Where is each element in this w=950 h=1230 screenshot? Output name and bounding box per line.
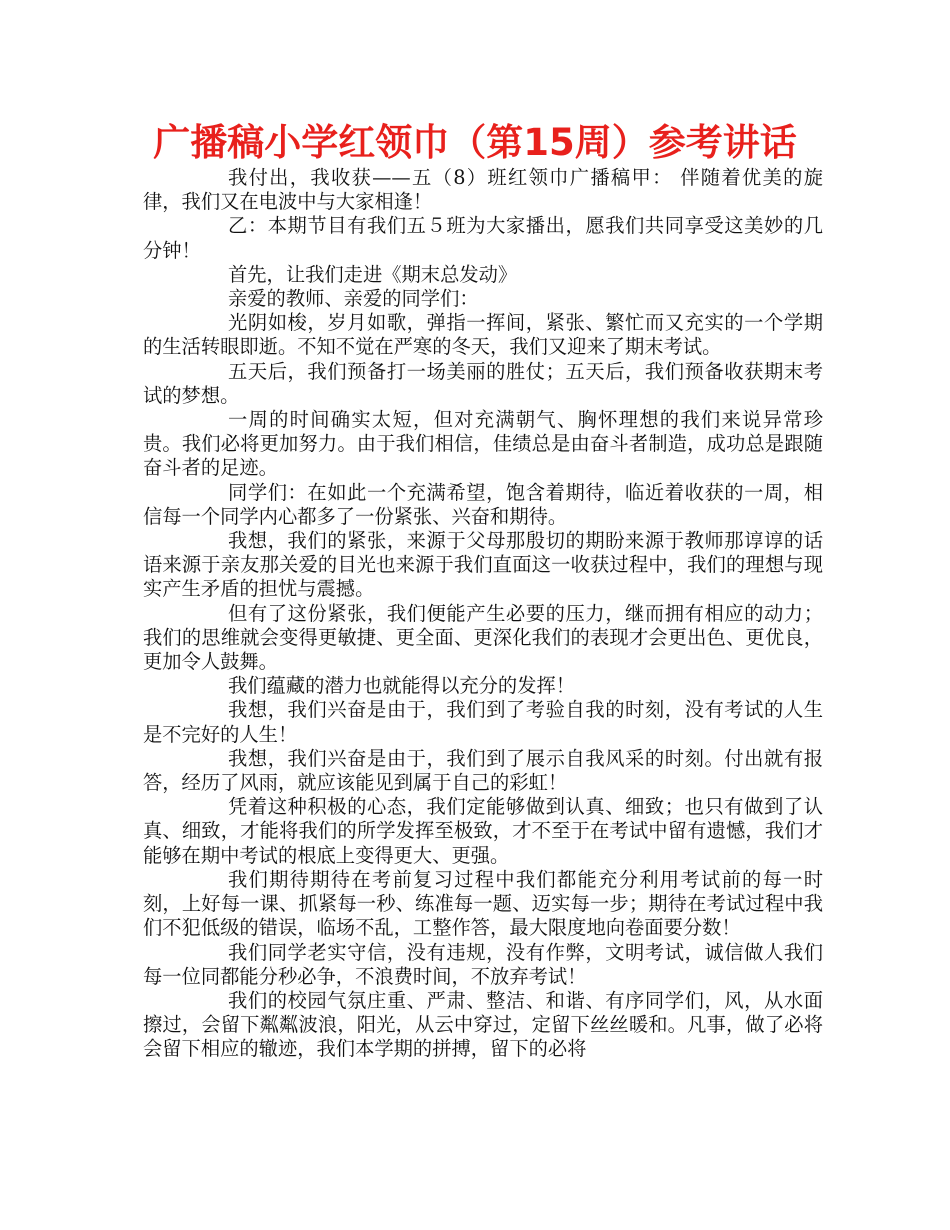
paragraph-12: 我想，我们兴奋是由于，我们到了考验自我的时刻，没有考试的人生是不完好的人生！	[143, 698, 823, 746]
page-title: 广播稿小学红领巾（第15周）参考讲话	[153, 121, 797, 164]
paragraph-16: 我们同学老实守信，没有违规，没有作弊，文明考试，诚信做人我们每一位同都能分秒必争，不浪费时间，不放弃考试！	[143, 940, 823, 988]
document-body	[143, 166, 823, 1062]
paragraph-13: 我想，我们兴奋是由于，我们到了展示自我风采的时刻。付出就有报答，经历了风雨，就应该能见到属于自己的彩虹！	[143, 746, 823, 795]
paragraph-10: 但有了这份紧张，我们便能产生必要的压力，继而拥有相应的动力；我们的思维就会变得更敏捷、更全面、更深化我们的表现才会更出色、更优良，更加令人鼓舞。	[143, 601, 823, 674]
paragraph-2: 乙：本期节目有我们五５班为大家播出，愿我们共同享受这美妙的几分钟！	[143, 214, 823, 262]
paragraph-5: 光阴如梭，岁月如歌，弹指一挥间，紧张、繁忙而又充实的一个学期的生活转眼即逝。不知不觉在严寒的冬天，我们又迎来了期末考试。	[143, 311, 823, 359]
paragraph-1: 我付出，我收获——五（8）班红领巾广播稿甲： 伴随着优美的旋律，我们又在电波中与大家相逢！	[143, 166, 823, 214]
paragraph-3: 首先，让我们走进《期末总发动》	[228, 262, 518, 286]
paragraph-14: 凭着这种积极的心态，我们定能够做到认真、细致；也只有做到了认真、细致，才能将我们的所学发挥至极致，才不至于在考试中留有遗憾，我们才能够在期中考试的根底上变得更大、更强。	[143, 795, 823, 867]
paragraph-8: 同学们：在如此一个充满希望，饱含着期待，临近着收获的一周，相信每一个同学内心都多了一份紧张、兴奋和期待。	[143, 480, 823, 528]
paragraph-11: 我们蕴藏的潜力也就能得以充分的发挥！	[228, 674, 576, 698]
paragraph-4: 亲爱的教师、亲爱的同学们：	[228, 287, 479, 311]
paragraph-7: 一周的时间确实太短，但对充满朝气、胸怀理想的我们来说异常珍贵。我们必将更加努力。由于我们相信，佳绩总是由奋斗者制造，成功总是跟随奋斗者的足迹。	[143, 408, 823, 480]
paragraph-9: 我想，我们的紧张，来源于父母那殷切的期盼来源于教师那谆谆的话语来源于亲友那关爱的目光也来源于我们直面这一收获过程中，我们的理想与现实产生矛盾的担忧与震撼。	[143, 529, 823, 601]
paragraph-6: 五天后，我们预备打一场美丽的胜仗；五天后，我们预备收获期末考试的梦想。	[143, 359, 823, 407]
paragraph-17: 我们的校园气氛庄重、严肃、整洁、和谐、有序同学们，风，从水面擦过，会留下粼粼波浪，阳光，从云中穿过，定留下丝丝暖和。凡事，做了必将会留下相应的辙迹，我们本学期的拼搏，留下的必将	[143, 988, 823, 1061]
paragraph-15: 我们期待期待在考前复习过程中我们都能充分利用考试前的每一时刻，上好每一课、抓紧每一秒、练准每一题、迈实每一步；期待在考试过程中我们不犯低级的错误，临场不乱，工整作答，最大限度地向卷面要分数！	[143, 867, 823, 940]
